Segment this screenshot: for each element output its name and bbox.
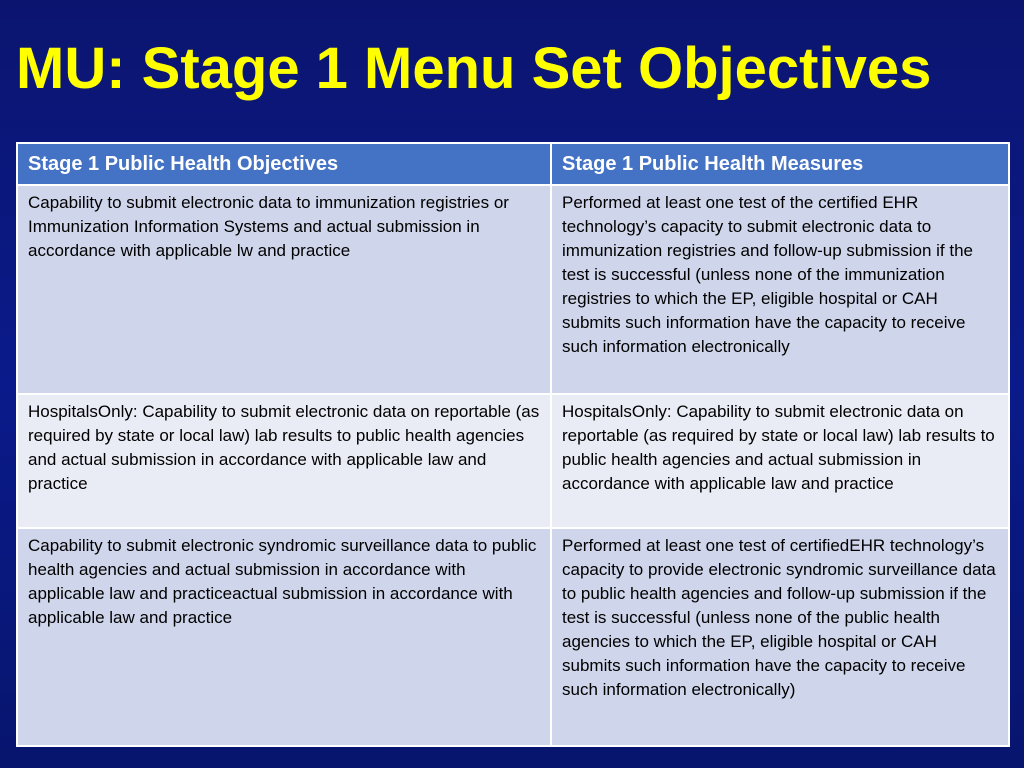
header-measures: Stage 1 Public Health Measures: [551, 143, 1009, 185]
objectives-table-container: [16, 142, 1008, 747]
objective-cell-lab-results: HospitalsOnly: Capability to submit electronic data on reportable (as required by state or local law) lab results to public health agencies and actual submission in accordance with applicable law and practice: [17, 394, 551, 528]
measure-cell-lab-results: HospitalsOnly: Capability to submit electronic data on reportable (as required by state or local law) lab results to public health agencies and actual submission in accordance with applicable law and practice: [551, 394, 1009, 528]
table-row: [17, 394, 1009, 528]
table-header-row: [17, 143, 1009, 185]
measure-cell-immunization: Performed at least one test of the certified EHR technology’s capacity to submit electronic data to immunization registries and follow-up submission if the test is successful (unless none of the immunization registries to which the EP, eligible hospital or CAH submits such information have the capacity to receive such information electronically: [551, 185, 1009, 394]
objectives-table: [16, 142, 1010, 747]
table-row: [17, 185, 1009, 394]
header-objectives: Stage 1 Public Health Objectives: [17, 143, 551, 185]
objective-cell-syndromic: Capability to submit electronic syndromic surveillance data to public health agencies and actual submission in accordance with applicable law and practiceactual submission in accordance with applicable law and practice: [17, 528, 551, 746]
objective-cell-immunization: Capability to submit electronic data to immunization registries or Immunization Information Systems and actual submission in accordance with applicable lw and practice: [17, 185, 551, 394]
measure-cell-syndromic: Performed at least one test of certifiedEHR technology’s capacity to provide electronic syndromic surveillance data to public health agencies and follow-up submission if the test is successful (unless none of the public health agencies to which the EP, eligible hospital or CAH submits such information have the capacity to receive such information electronically): [551, 528, 1009, 746]
slide-title: MU: Stage 1 Menu Set Objectives: [16, 36, 932, 101]
table-row: [17, 528, 1009, 746]
